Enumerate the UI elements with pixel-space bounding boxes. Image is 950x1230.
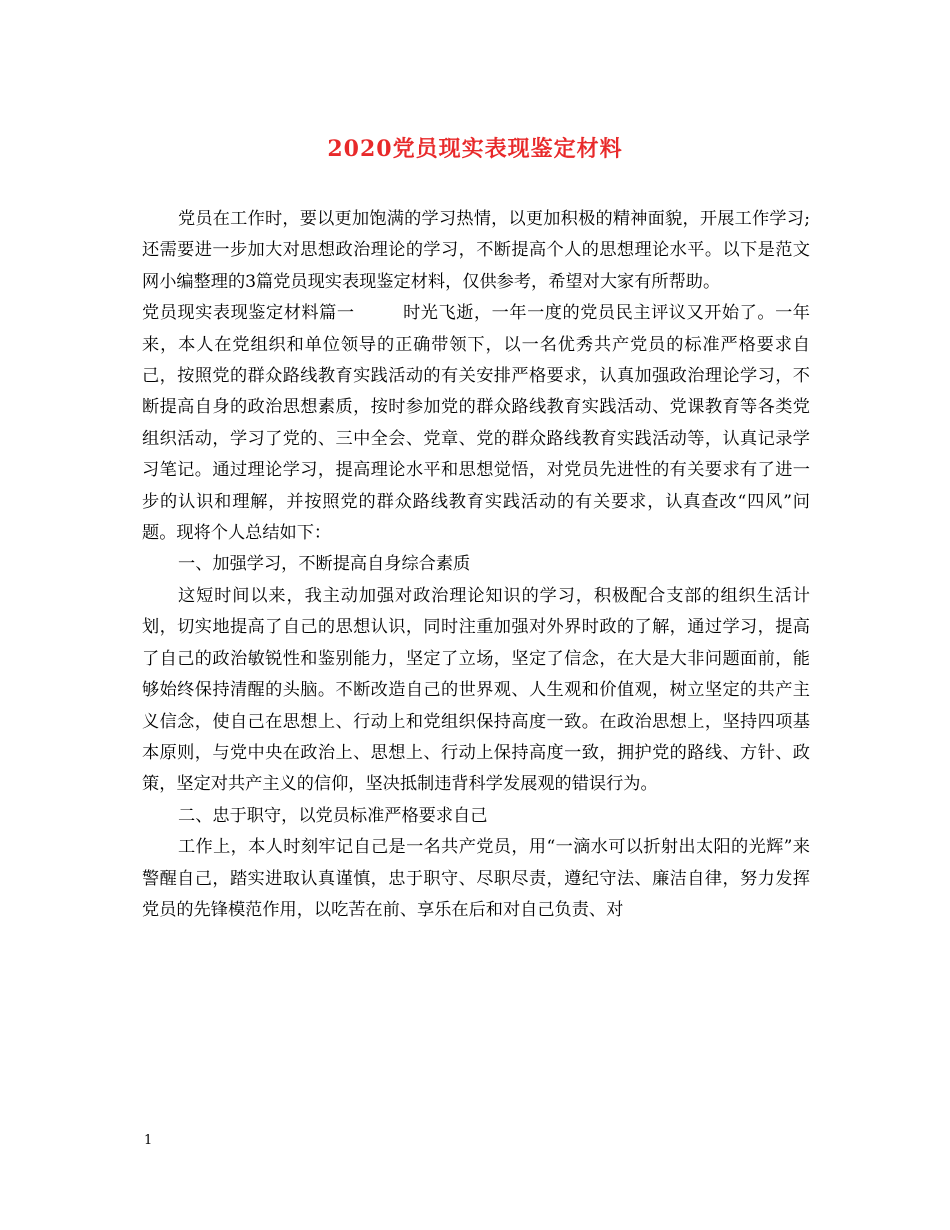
section-paragraph-1: 这短时间以来，我主动加强对政治理论知识的学习，积极配合支部的组织生活计划，切实地提高了自己的思想认识，同时注重加强对外界时政的了解，通过学习，提高了自己的政治敏锐性和鉴别能力，坚定了立场，坚定了信念，在大是大非问题面前，能够始终保持清醒的头脑。不断改造自己的世界观、人生观和价值观，树立坚定的共产主义信念，使自己在思想上、行动上和党组织保持高度一致。在政治思想上，坚持四项基本原则，与党中央在政治上、思想上、行动上保持高度一致，拥护党的路线、方针、政策，坚定对共产主义的信仰，坚决抵制违背科学发展观的错误行为。 <box>142 585 810 795</box>
article-lead: 时光飞逝，一年一度的党员民主评议又开始了。一年来，本人在党组织和单位领导的正确带领下，以一名优秀共产党员的标准严格要求自己，按照党的群众路线教育实践活动的有关安排严格要求，认真加强政治理论学习，不断提高自身的政治思想素质，按时参加党的群众路线教育实践活动、党课教育等各类党组织活动，学习了党的、三中全会、党章、党的群众路线教育实践活动等，认真记录学习笔记。通过理论学习，提高理论水平和思想觉悟，对党员先进性的有关要求有了进一步的认识和理解，并按照党的群众路线教育实践活动的有关要求，认真查改“四风”问题。现将个人总结如下： <box>142 303 810 544</box>
section-heading-2: 二、忠于职守，以党员标准严格要求自己 <box>178 805 488 826</box>
intro-paragraph: 党员在工作时，要以更加饱满的学习热情，以更加积极的精神面貌，开展工作学习;还需要进一步加大对思想政治理论的学习，不断提高个人的思想理论水平。以下是范文网小编整理的3篇党员现实表现鉴定材料，仅供参考，希望对大家有所帮助。 <box>142 209 810 292</box>
document-title: 2020党员现实表现鉴定材料 <box>327 136 623 162</box>
section-heading-1: 一、加强学习，不断提高自身综合素质 <box>178 554 471 575</box>
article-heading: 党员现实表现鉴定材料篇一 <box>142 303 355 324</box>
page-number: 1 <box>144 1133 153 1148</box>
section-paragraph-2: 工作上，本人时刻牢记自己是一名共产党员，用“一滴水可以折射出太阳的光辉”来警醒自己，踏实进取认真谨慎，忠于职守、尽职尽责，遵纪守法、廉洁自律，努力发挥党员的先锋模范作用，以吃苦在前、享乐在后和对自己负责、对 <box>142 837 810 920</box>
article-paragraph <box>142 298 810 549</box>
document-body <box>142 204 810 926</box>
